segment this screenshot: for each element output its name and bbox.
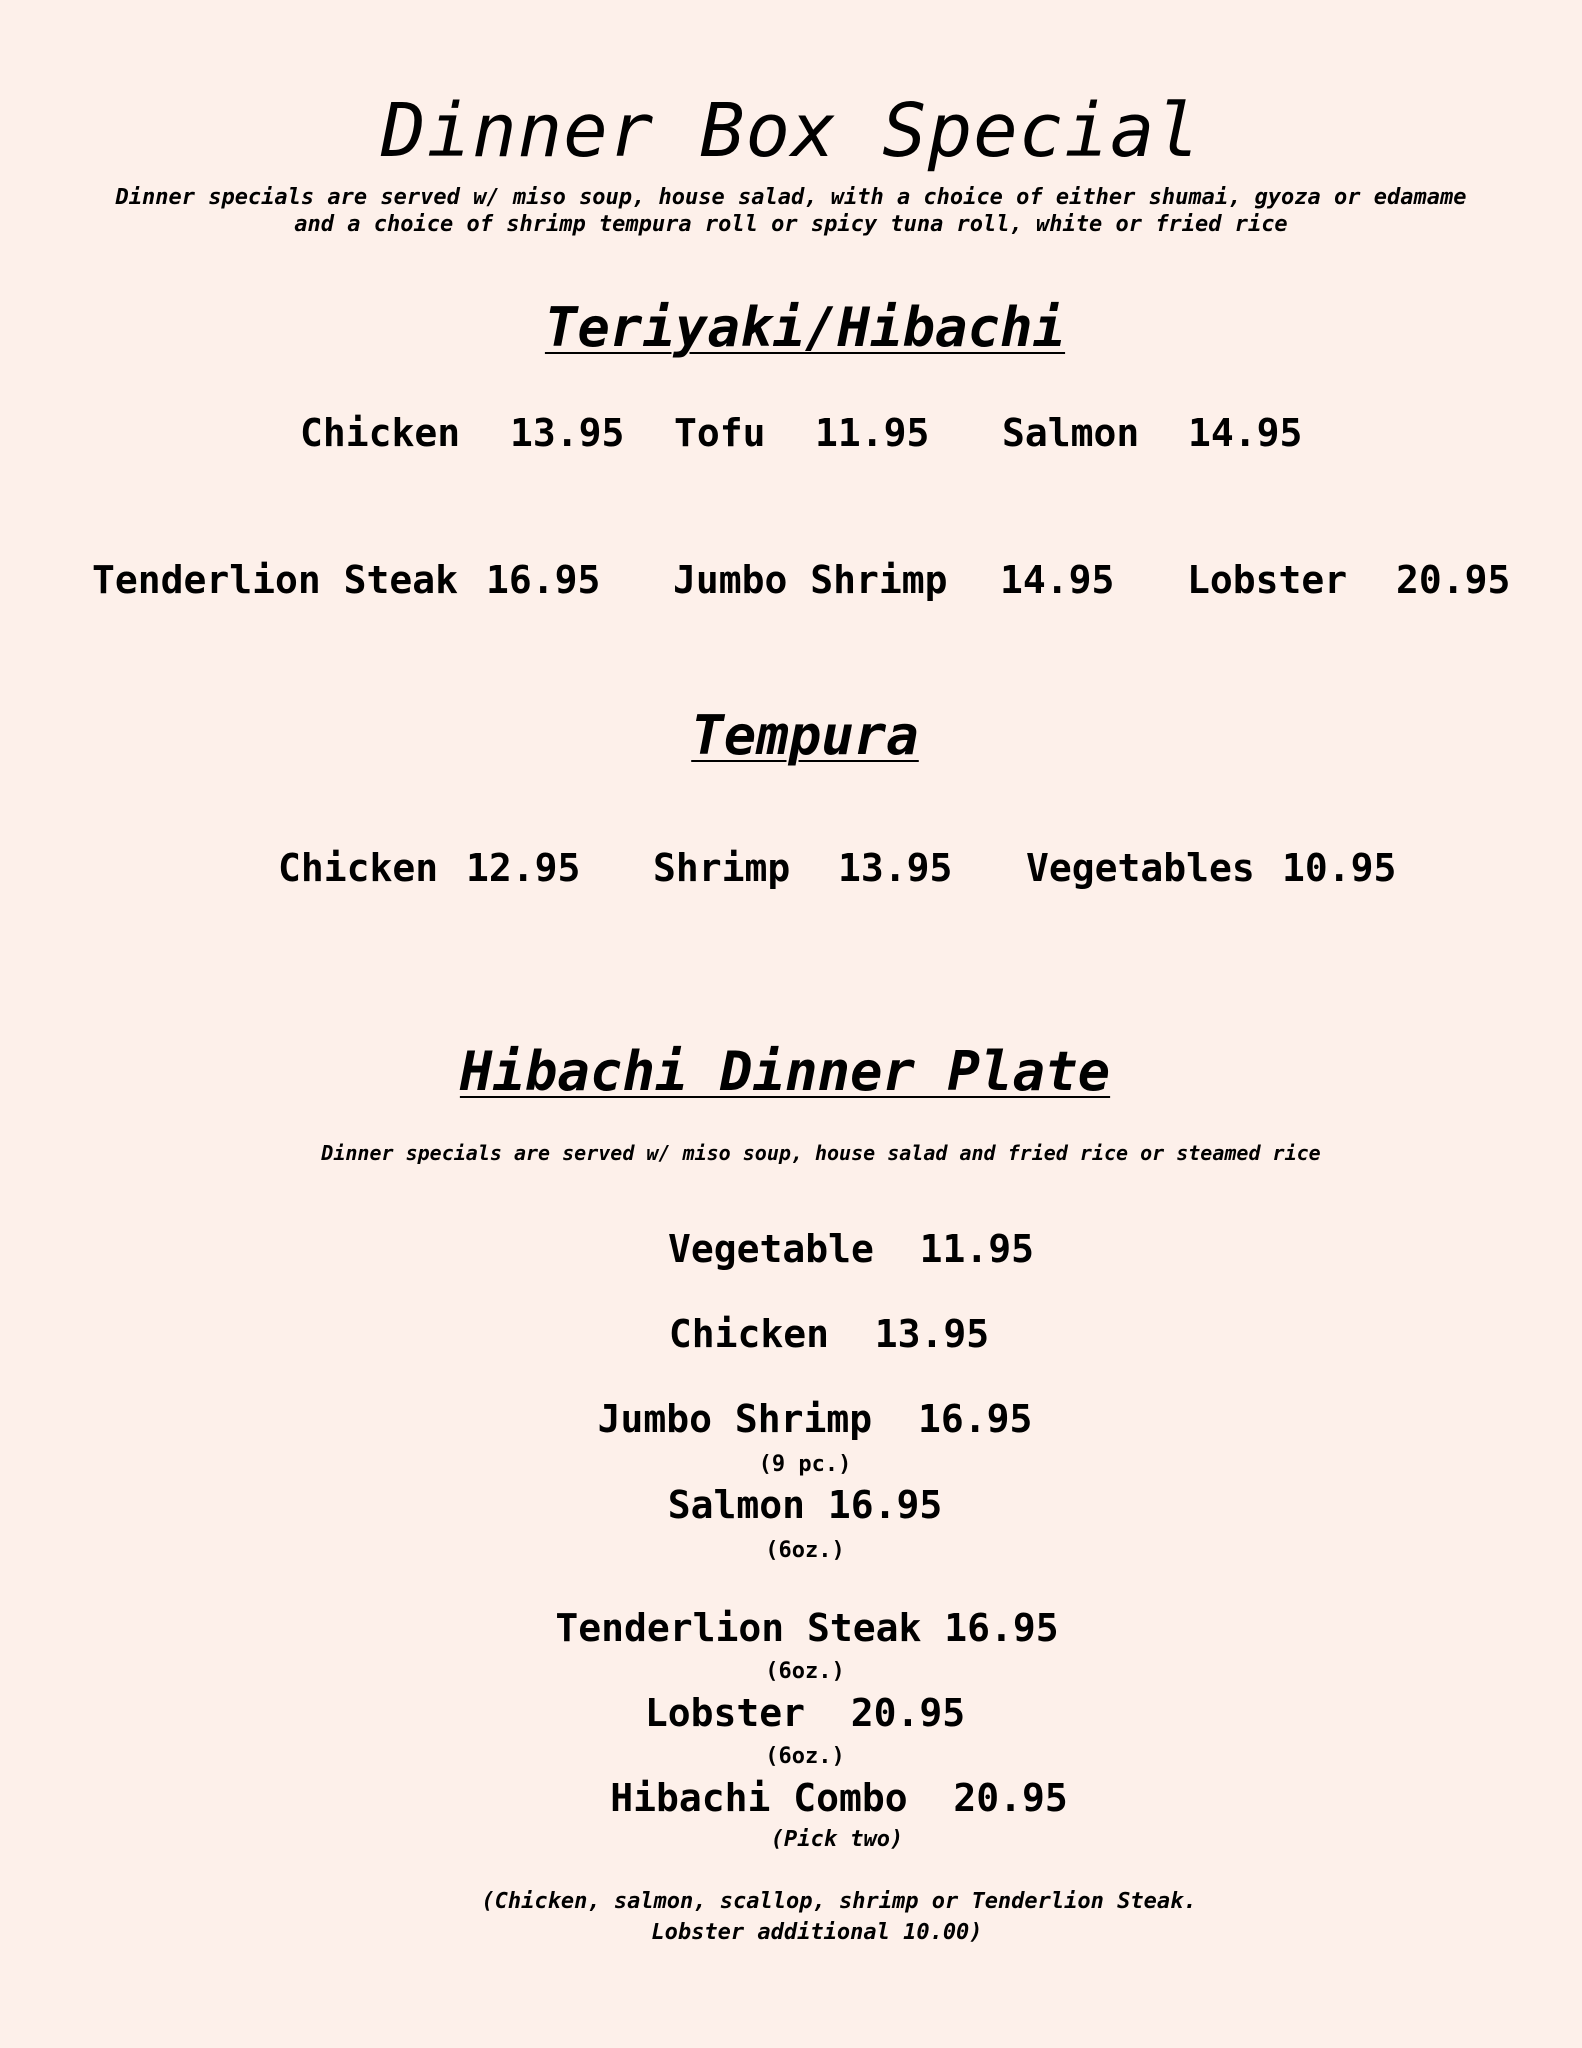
- section-heading-hibachi-plate: Hibachi Dinner Plate: [459, 1040, 1111, 1103]
- plate-item-lobster: [14, 1690, 1582, 1736]
- section-heading-teriyaki: Teriyaki/Hibachi: [544, 296, 1066, 359]
- plate-item-jumbo-shrimp: [24, 1396, 1582, 1442]
- menu-item-name: Shrimp: [653, 846, 791, 890]
- page-title: Dinner Box Special: [381, 88, 1201, 174]
- plate-item-tenderlion-steak: [16, 1605, 1582, 1651]
- plate-item-portion: (6oz.): [765, 1538, 845, 1563]
- menu-item-name: Lobster: [1187, 558, 1348, 602]
- menu-item-price: 20.95: [953, 1776, 1068, 1820]
- plate-item-chicken: [38, 1311, 1582, 1357]
- menu-item-price: 11.95: [919, 1227, 1035, 1271]
- menu-item-name: Hibachi Combo: [610, 1776, 908, 1820]
- plate-item-portion: (6oz.): [765, 1659, 845, 1684]
- menu-item-price: 16.95: [944, 1606, 1059, 1650]
- menu-item-name: Jumbo Shrimp: [673, 558, 948, 602]
- menu-item-name: Lobster: [644, 1691, 805, 1735]
- menu-item-name: Tofu: [674, 411, 766, 455]
- menu-item-price: 20.95: [850, 1691, 966, 1735]
- section-heading-tempura: Tempura: [691, 704, 919, 767]
- menu-item-name: Tenderlion Steak: [92, 558, 459, 602]
- menu-item-price: 13.95: [510, 411, 625, 455]
- menu-item-name: Chicken: [668, 1312, 829, 1356]
- menu-item-name: Chicken: [300, 411, 461, 455]
- combo-note-line-2: Lobster additional 10.00): [651, 1920, 983, 1945]
- menu-item-price: 13.95: [838, 846, 953, 890]
- menu-item-price: 16.95: [486, 558, 601, 602]
- menu-item-name: Chicken: [278, 846, 439, 890]
- plate-item-hibachi-combo: [48, 1775, 1582, 1821]
- menu-item-price: 20.95: [1396, 558, 1511, 602]
- hibachi-plate-note: Dinner specials are served w/ miso soup, house salad and fried rice or steamed rice: [321, 1141, 1321, 1165]
- menu-item-name: Tenderlion Steak: [555, 1606, 922, 1650]
- menu-item-price: 14.95: [1188, 411, 1303, 455]
- combo-note-line-1: (Chicken, salmon, scallop, shrimp or Tenderlion Steak.: [481, 1889, 1197, 1914]
- plate-item-pick-two: (Pick two): [770, 1827, 904, 1852]
- plate-item-portion: (6oz.): [765, 1744, 845, 1769]
- menu-item-price: 14.95: [1000, 558, 1115, 602]
- menu-item-name: Salmon: [667, 1483, 805, 1527]
- menu-item-price: 13.95: [874, 1312, 990, 1356]
- menu-item-price: 16.95: [827, 1483, 943, 1527]
- menu-item-price: 11.95: [815, 411, 930, 455]
- menu-item-price: 12.95: [466, 846, 581, 890]
- menu-item-price: 10.95: [1282, 846, 1397, 890]
- menu-item-name: Jumbo Shrimp: [597, 1397, 873, 1441]
- menu-item-name: Salmon: [1002, 411, 1140, 455]
- plate-item-salmon: [14, 1482, 1582, 1528]
- box-special-note-line-1: Dinner specials are served w/ miso soup, house salad, with a choice of either shumai, gyoza or edamame: [115, 185, 1467, 210]
- plate-item-vegetable: [60, 1226, 1582, 1272]
- menu-item-name: Vegetable: [667, 1227, 874, 1271]
- plate-item-portion: (9 pc.): [758, 1452, 852, 1477]
- menu-item-name: Vegetables: [1026, 846, 1255, 890]
- menu-item-price: 16.95: [917, 1397, 1033, 1441]
- box-special-note-line-2: and a choice of shrimp tempura roll or spicy tuna roll, white or fried rice: [294, 212, 1288, 237]
